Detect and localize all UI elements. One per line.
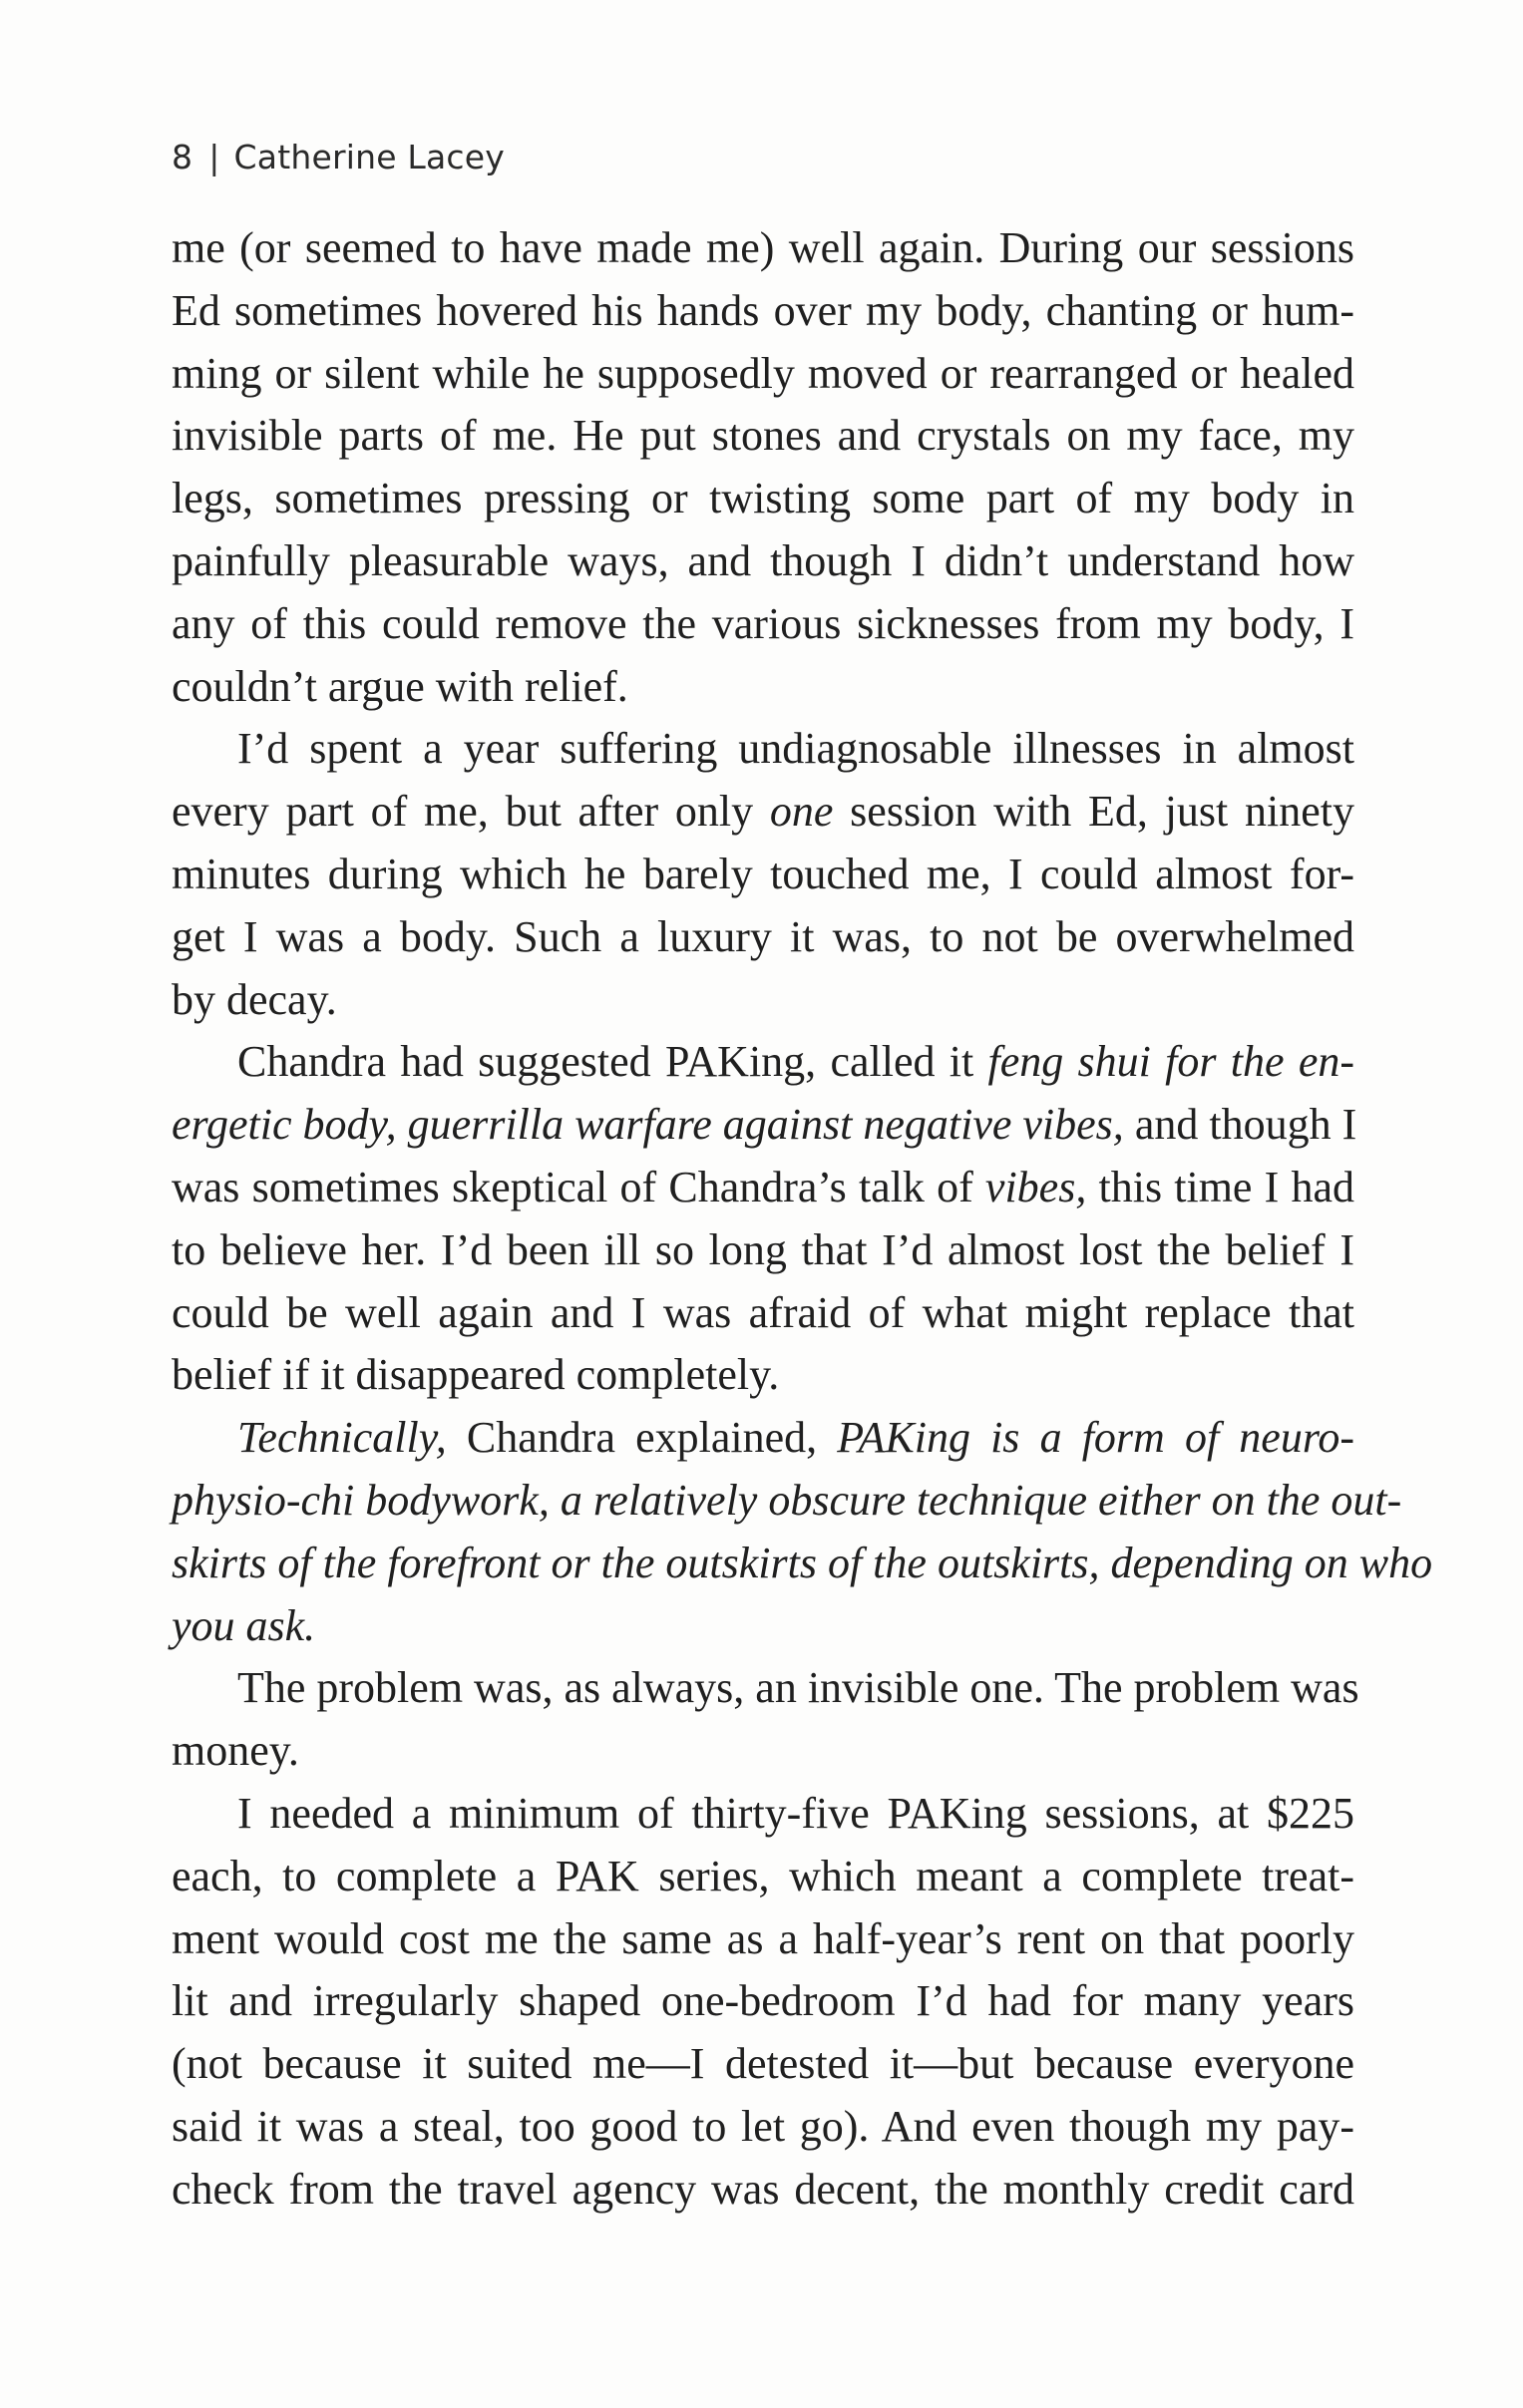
text-line xyxy=(172,1595,1354,1658)
text-line xyxy=(172,217,1354,280)
text-line xyxy=(172,280,1354,343)
text-line xyxy=(172,781,1354,844)
text-segment: Chandra had suggested PAKing, called it xyxy=(237,1037,988,1087)
text-line xyxy=(172,405,1354,468)
text-segment: to believe her. I’d been ill so long that I’d almost lost the belief I xyxy=(172,1224,1354,1274)
text-segment: get I was a body. Such a luxury it was, to not be overwhelmed xyxy=(172,911,1354,961)
text-line xyxy=(172,343,1354,406)
text-line xyxy=(172,844,1354,906)
text-line xyxy=(172,1470,1402,1533)
text-line xyxy=(172,1908,1354,1971)
text-segment: ment would cost me the same as a half-year’s rent on that poorly xyxy=(172,1913,1354,1963)
text-segment: Ed sometimes hovered his hands over my body, chanting or hum- xyxy=(172,285,1354,335)
text-line xyxy=(172,1657,1359,1720)
text-segment: this time I had xyxy=(1086,1162,1354,1211)
text-line xyxy=(172,906,1354,969)
text-segment: painfully pleasurable ways, and though I didn’t understand how xyxy=(172,535,1354,585)
italic-segment: feng shui for the en- xyxy=(987,1037,1355,1087)
text-line xyxy=(172,1846,1354,1908)
text-segment: couldn’t argue with relief. xyxy=(172,661,628,711)
italic-segment: ergetic body, guerrilla warfare against negative vibes, xyxy=(172,1100,1124,1150)
text-segment: (not because it suited me—I detested it—but because everyone xyxy=(172,2039,1354,2089)
text-segment: belief if it disappeared completely. xyxy=(172,1350,780,1400)
text-line xyxy=(172,1031,1354,1094)
running-header xyxy=(172,138,505,176)
text-segment: I needed a minimum of thirty-five PAKing sessions, at $225 xyxy=(237,1788,1354,1838)
page-number: 8 xyxy=(172,138,193,176)
text-line xyxy=(172,1407,1354,1470)
text-line xyxy=(172,1783,1354,1846)
text-line xyxy=(172,1533,1433,1595)
author-name: Catherine Lacey xyxy=(233,138,505,176)
text-segment: legs, sometimes pressing or twisting some part of my body in xyxy=(172,474,1354,523)
text-segment: was sometimes skeptical of Chandra’s talk of xyxy=(172,1162,985,1211)
text-line xyxy=(172,718,1354,781)
italic-segment: you ask. xyxy=(172,1600,316,1650)
italic-segment: skirts of the forefront or the outskirts of the outskirts, depending on who xyxy=(172,1538,1433,1587)
text-segment: said it was a steal, too good to let go). And even though my pay- xyxy=(172,2101,1354,2151)
text-segment: session with Ed, just ninety xyxy=(833,787,1354,837)
text-line xyxy=(172,2033,1354,2096)
italic-segment: physio-chi bodywork, a relatively obscure technique either on the out- xyxy=(172,1475,1402,1525)
text-line xyxy=(172,1157,1354,1219)
text-segment: any of this could remove the various sicknesses from my body, I xyxy=(172,598,1354,648)
text-segment: could be well again and I was afraid of what might replace that xyxy=(172,1287,1354,1337)
text-segment: minutes during which he barely touched me, I could almost for- xyxy=(172,849,1354,898)
text-segment: money. xyxy=(172,1726,299,1776)
text-line xyxy=(172,1720,1354,1783)
text-segment: every part of me, but after only xyxy=(172,787,770,837)
text-segment: by decay. xyxy=(172,974,337,1024)
text-line xyxy=(172,1219,1354,1282)
text-segment: I’d spent a year suffering undiagnosable illnesses in almost xyxy=(237,724,1354,774)
italic-segment: vibes, xyxy=(984,1162,1087,1211)
text-segment: The problem was, as always, an invisible one. The problem was xyxy=(237,1663,1359,1713)
text-line xyxy=(172,1282,1354,1345)
text-line xyxy=(172,2159,1354,2222)
italic-segment: PAKing is a form of neuro- xyxy=(837,1413,1354,1463)
text-segment: each, to complete a PAK series, which meant a complete treat- xyxy=(172,1851,1354,1900)
text-segment: Chandra explained, xyxy=(446,1413,838,1463)
text-line xyxy=(172,1344,1354,1407)
text-segment: me (or seemed to have made me) well again. During our sessions xyxy=(172,223,1354,272)
italic-segment: Technically, xyxy=(237,1413,447,1463)
text-line xyxy=(172,593,1354,656)
header-separator: | xyxy=(208,138,220,176)
text-line xyxy=(172,2096,1354,2159)
body-text xyxy=(172,217,1433,2222)
text-line xyxy=(172,1970,1354,2033)
text-segment: ming or silent while he supposedly moved or rearranged or healed xyxy=(172,348,1354,398)
italic-segment: one xyxy=(769,787,834,837)
text-line xyxy=(172,969,1354,1032)
text-segment: and though I xyxy=(1123,1100,1357,1150)
text-line xyxy=(172,530,1354,593)
text-line xyxy=(172,468,1354,530)
text-line xyxy=(172,656,1354,719)
text-segment: check from the travel agency was decent, the monthly credit card xyxy=(172,2164,1354,2214)
text-line xyxy=(172,1094,1357,1157)
text-segment: invisible parts of me. He put stones and crystals on my face, my xyxy=(172,411,1354,461)
text-segment: lit and irregularly shaped one-bedroom I’d had for many years xyxy=(172,1976,1354,2026)
